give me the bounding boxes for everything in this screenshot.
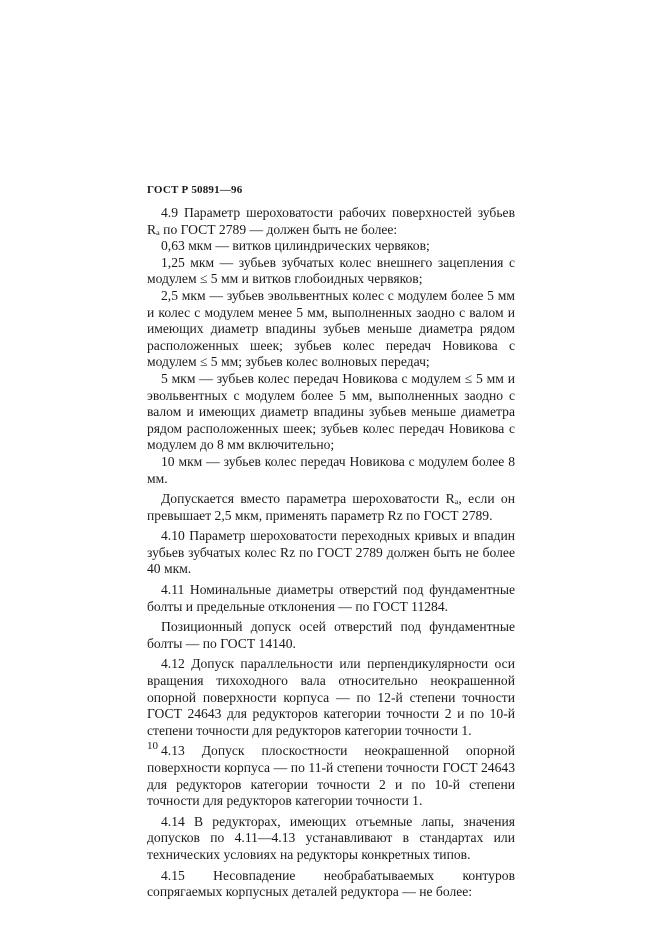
paragraph-4-15: 4.15 Несовпадение необрабатываемых контуров сопрягаемых корпусных деталей редуктора — не более: xyxy=(147,867,515,900)
paragraph-roughness-063: 0,63 мкм — витков цилиндрических червяков; xyxy=(161,238,430,254)
document-code-header: ГОСТ Р 50891—96 xyxy=(147,184,243,196)
paragraph-4-12: 4.12 Допуск параллельности или перпендикулярности оси вращения тихоходного вала относительно неокрашенной опорной поверхности корпуса — по 12-й степени точности ГОСТ 24643 для редукторов категории точности 2 и по 10-й степени точности для редукторов категории точности 1. xyxy=(147,656,515,738)
paragraph-4-10: 4.10 Параметр шероховатости переходных кривых и впадин зубьев зубчатых колес Rz по ГОСТ 2789 должен быть не более 40 мкм. xyxy=(147,528,515,577)
paragraph-roughness-25: 2,5 мкм — зубьев эвольвентных колес с модулем более 5 мм и колес с модулем менее 5 мм, выполненных заодно с валом и имеющих диаметр впадины зубьев меньше диаметра рядом расположенных шеек; зубьев колес передач Новикова с модулем ≤ 5 мм; зубьев колес волновых передач; xyxy=(147,287,515,370)
paragraph-roughness-5: 5 мкм — зубьев колес передач Новикова с модулем ≤ 5 мм и эвольвентных с модулем более 5 мм, выполненных заодно с валом и имеющих диаметр впадины зубьев меньше диаметра рядом расположенных шеек; зубьев колес передач Новикова с модулем до 8 мм включительно; xyxy=(147,370,515,453)
paragraph-rz-allowed: Допускается вместо параметра шероховатости Rₐ, если он превышает 2,5 мкм, применять параметр Rz по ГОСТ 2789. xyxy=(147,491,515,523)
document-body xyxy=(147,205,515,901)
paragraph-roughness-10: 10 мкм — зубьев колес передач Новикова с модулем более 8 мм. xyxy=(147,453,515,486)
paragraph-4-14: 4.14 В редукторах, имеющих отъемные лапы, значения допусков по 4.11—4.13 устанавливают в стандартах или технических условиях на редукторы конкретных типов. xyxy=(147,813,515,862)
page-number: 10 xyxy=(147,740,158,752)
paragraph-positional-tolerance: Позиционный допуск осей отверстий под фундаментные болты — по ГОСТ 14140. xyxy=(147,619,515,651)
paragraph-4-9: 4.9 Параметр шероховатости рабочих поверхностей зубьев Rₐ по ГОСТ 2789 — должен быть не более: xyxy=(147,205,515,237)
paragraph-4-11: 4.11 Номинальные диаметры отверстий под фундаментные болты и предельные отклонения — по ГОСТ 11284. xyxy=(147,582,515,614)
paragraph-roughness-125: 1,25 мкм — зубьев зубчатых колес внешнего зацепления с модулем ≤ 5 мм и витков глобоидных червяков; xyxy=(147,254,515,287)
paragraph-4-13: 4.13 Допуск плоскостности неокрашенной опорной поверхности корпуса — по 11-й степени точности ГОСТ 24643 для редукторов категории точности 2 и по 10-й степени точности для редукторов категории точности 1. xyxy=(147,743,515,809)
